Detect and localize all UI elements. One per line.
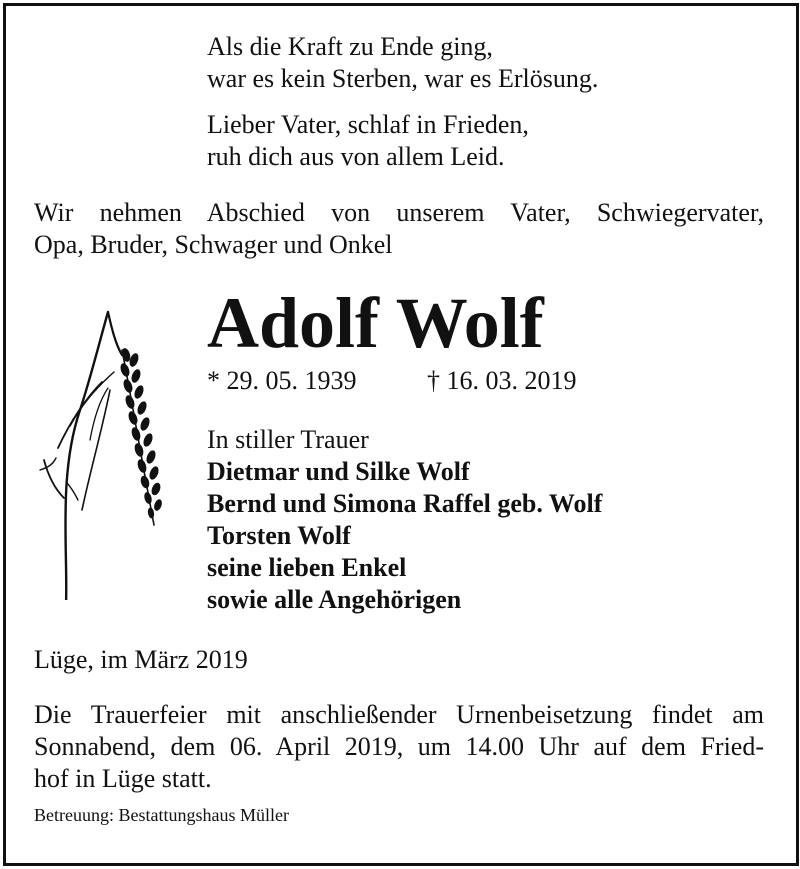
verse-line-1: Als die Kraft zu Ende ging,	[207, 32, 493, 61]
ceremony-line-3: hof in Lüge statt.	[34, 764, 212, 793]
mourning-intro: In stiller Trauer	[207, 425, 369, 454]
intro-line-2: Opa, Bruder, Schwager und Onkel	[34, 230, 393, 259]
death-date: † 16. 03. 2019	[427, 366, 577, 395]
wheat-ear-icon	[30, 300, 180, 600]
verse-line-2: war es kein Sterben, war es Erlösung.	[207, 64, 599, 93]
mourner-1: Dietmar und Silke Wolf	[207, 457, 470, 486]
intro-line-1: Wir nehmen Abschied von unserem Vater, Schwiegervater,	[34, 198, 764, 227]
verse-line-3: Lieber Vater, schlaf in Frieden,	[207, 110, 529, 139]
mourner-3: Torsten Wolf	[207, 521, 351, 550]
verse-line-4: ruh dich aus von allem Leid.	[207, 142, 505, 171]
mourner-4: seine lieben Enkel	[207, 553, 407, 582]
ceremony-line-1: Die Trauerfeier mit anschließender Urnenbeisetzung findet am	[34, 700, 764, 729]
deceased-name: Adolf Wolf	[207, 283, 544, 363]
funeral-home: Betreuung: Bestattungshaus Müller	[34, 805, 289, 825]
mourner-2: Bernd und Simona Raffel geb. Wolf	[207, 489, 603, 518]
ceremony-line-2: Sonnabend, dem 06. April 2019, um 14.00 Uhr auf dem Fried-	[34, 732, 764, 761]
mourner-5: sowie alle Angehörigen	[207, 585, 462, 614]
birth-date: * 29. 05. 1939	[207, 366, 357, 395]
place-date: Lüge, im März 2019	[34, 645, 248, 674]
